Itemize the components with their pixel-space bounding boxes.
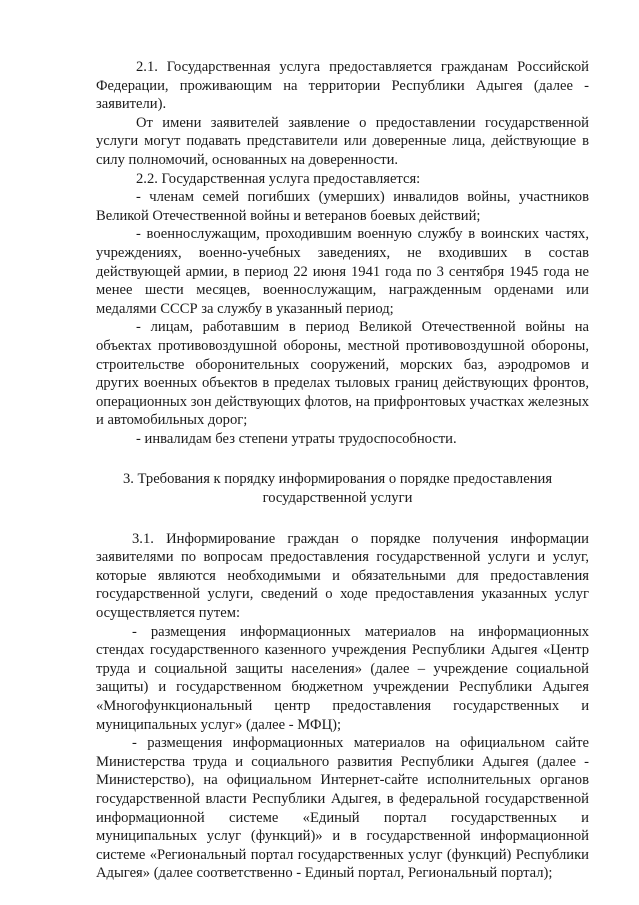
list-item-families: - членам семей погибших (умерших) инвалидов войны, участников Великой Отечественной войны и ветеранов боевых действий; xyxy=(96,189,589,224)
section-3-heading: 3. Требования к порядку информирования о порядке предоставления государственной услуги xyxy=(122,471,553,507)
paragraph-3-1: 3.1. Информирование граждан о порядке получения информации заявителями по вопросам предоставления государственной услуги и услуг, которые являются необходимыми и обязательными для предоставления государственной услуги, сведений о ходе предоставления указанных услуг осуществляется путем: xyxy=(96,530,589,622)
list-item-servicemen: - военнослужащим, проходившим военную службу в воинских частях, учреждениях, военно-учебных заведениях, не входивших в состав действующей армии, в период 22 июня 1941 года по 3 сентября 1945 года не менее шести месяцев, военнослужащим, награжденным орденами или медалями СССР за службу в указанный период; xyxy=(96,226,589,317)
paragraph-2-1: 2.1. Государственная услуга предоставляется гражданам Российской Федерации, проживающим на территории Республики Адыгея (далее - заявители). xyxy=(96,59,589,113)
paragraph-2-2: 2.2. Государственная услуга предоставляется: xyxy=(136,170,421,187)
list-item-workers: - лицам, работавшим в период Великой Отечественной войны на объектах противовоздушной обороны, местной противовоздушной обороны, строительстве оборонительных сооружений, морских баз, аэродромов и других военных объектов в пределах тыловых границ действующих фронтов, операционных зон действующих флотов, на прифронтовых участках железных и автомобильных дорог; xyxy=(96,319,589,429)
list-item-websites: - размещения информационных материалов на официальном сайте Министерства труда и социального развития Республики Адыгея (далее - Министерство), на официальном Интернет-сайте исполнительных органов государственной власти Республики Адыгея, в федеральной государственной информационной системе «Единый портал государственных и муниципальных услуг (функций)» и в государственной информационной системе «Региональный портал государственных услуг (функций) Республики Адыгея» (далее соответственно - Единый портал, Региональный портал); xyxy=(96,735,589,882)
list-item-stands: - размещения информационных материалов на информационных стендах государственного казенного учреждения Республики Адыгея «Центр труда и социальной защиты населения» (далее – учреждение социальной защиты) и государственном бюджетном учреждении Республики Адыгея «Многофункциональный центр предоставления государственных и муниципальных услуг» (далее - МФЦ); xyxy=(96,623,589,733)
list-item-disabled: - инвалидам без степени утраты трудоспособности. xyxy=(136,430,457,447)
paragraph-representatives: От имени заявителей заявление о предоставлении государственной услуги могут подавать представители или доверенные лица, действующие в силу полномочий, основанных на доверенности. xyxy=(96,114,589,168)
